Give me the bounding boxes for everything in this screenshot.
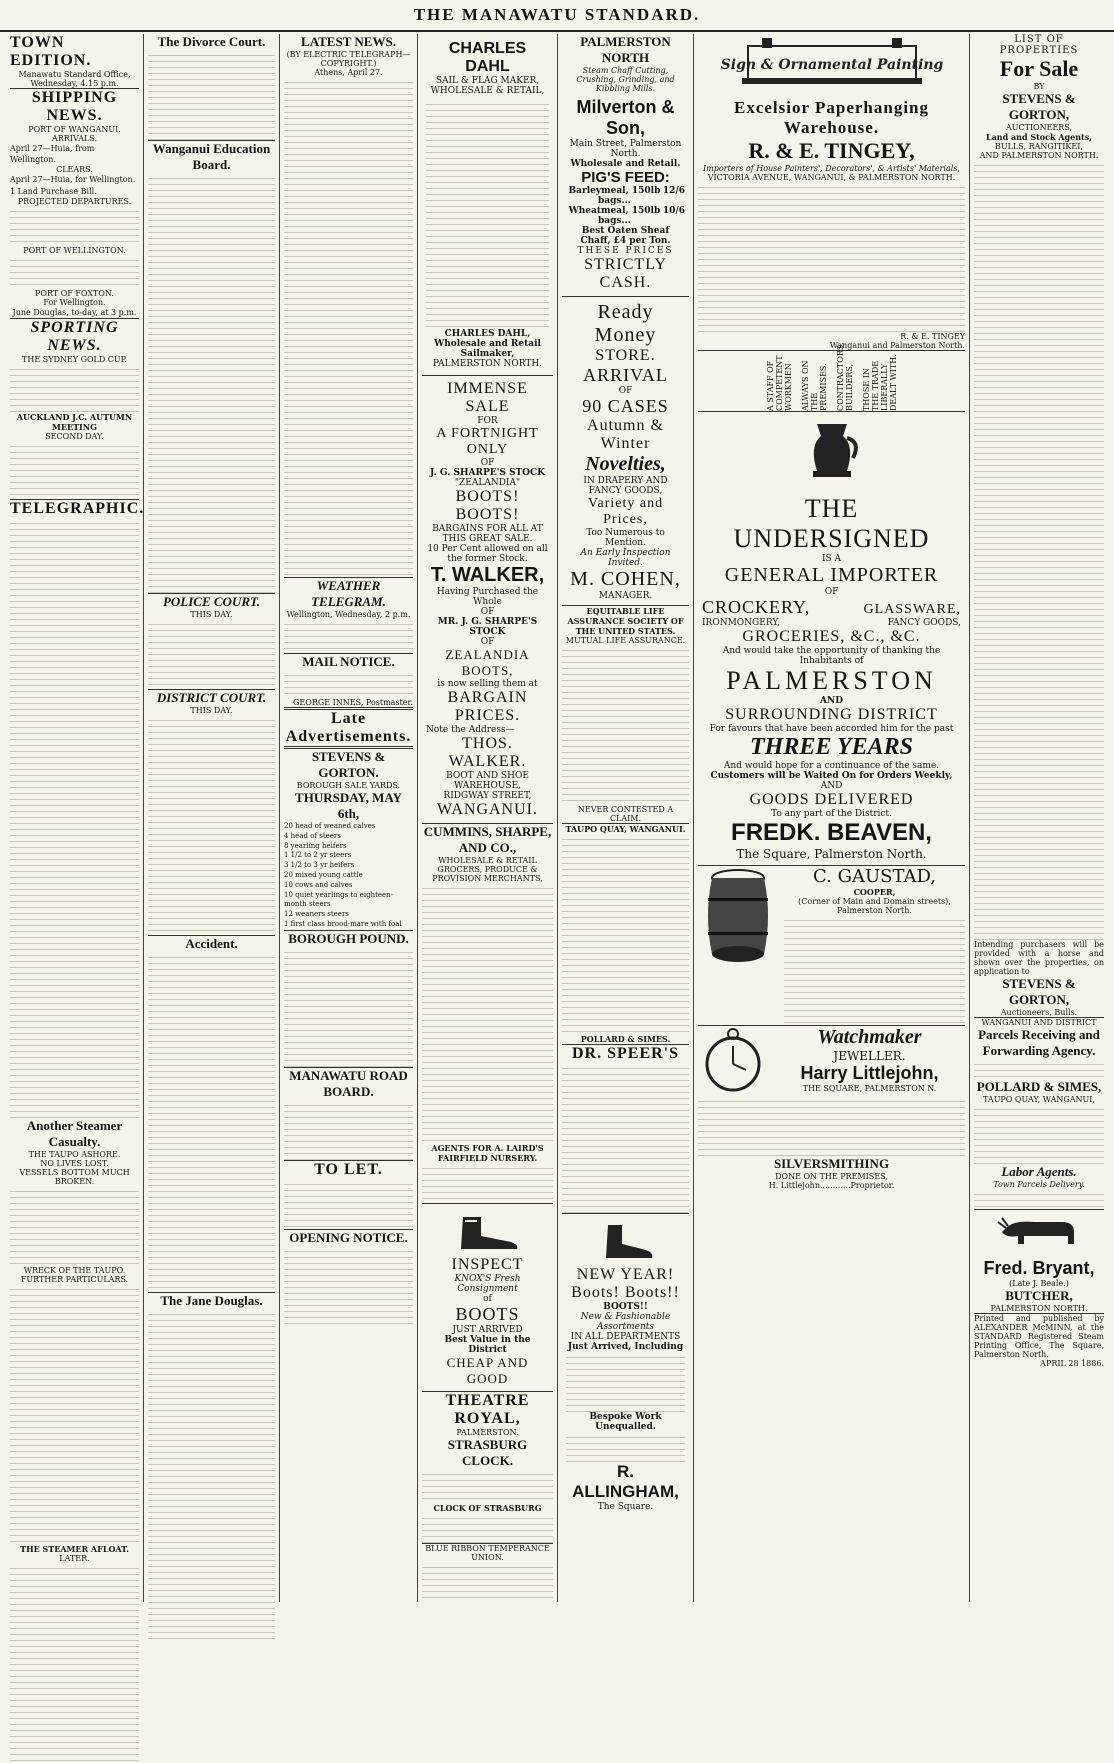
theatre-location: PALMERSTON. bbox=[456, 1428, 519, 1437]
walker-name: T. WALKER, bbox=[430, 564, 545, 586]
just-arrived-including: Just Arrived, Including bbox=[567, 1342, 684, 1352]
casualty-text bbox=[10, 1186, 139, 1266]
too-numerous: Too Numerous to Mention. bbox=[586, 528, 665, 548]
borough-pound-heading: BOROUGH POUND. bbox=[288, 930, 409, 946]
strictly-cash: STRICTLY CASH. bbox=[584, 256, 667, 291]
district-text bbox=[148, 715, 275, 935]
theatre-text bbox=[422, 1469, 553, 1503]
column-2 bbox=[144, 34, 280, 1602]
tingey-text bbox=[698, 182, 965, 332]
pollard-text bbox=[974, 1104, 1104, 1164]
sharpe-stock: J. G. SHARPE'S STOCK bbox=[430, 468, 545, 478]
best-value: Best Value in the District bbox=[444, 1335, 531, 1355]
latest-text bbox=[284, 77, 413, 577]
gaustad-body bbox=[784, 915, 965, 1025]
goods-row-2 bbox=[702, 618, 961, 628]
is-a: IS A bbox=[821, 554, 842, 564]
strasburg-clock-2: CLOCK OF STRASBURG bbox=[433, 1503, 542, 1513]
sale-item: 3 1/2 to 3 yr heifers bbox=[284, 861, 355, 870]
fashionable: New & Fashionable Assortments bbox=[580, 1312, 671, 1332]
ridgway: RIDGWAY STREET, bbox=[443, 791, 532, 801]
cooper-label: COOPER, bbox=[853, 887, 896, 897]
column-7 bbox=[970, 34, 1108, 1602]
cummins-heading: CUMMINS, SHARPE, AND CO., bbox=[423, 824, 552, 855]
bargain-prices: BARGAIN PRICES. bbox=[447, 689, 528, 724]
arrival-label: ARRIVAL bbox=[583, 365, 668, 385]
general-importer: GENERAL IMPORTER bbox=[724, 564, 939, 586]
milverton-sub: Main Street, Palmerston North. bbox=[569, 139, 682, 159]
ox-illustration-icon bbox=[994, 1214, 1084, 1254]
latest-news-heading: LATEST NEWS. bbox=[301, 34, 396, 49]
variety-prices: Variety and Prices, bbox=[587, 496, 664, 527]
cummins-sub: WHOLESALE & RETAIL GROCERS, PRODUCE & PROVISION MERCHANTS, bbox=[432, 856, 543, 883]
zealandia: "ZEALANDIA" bbox=[454, 478, 521, 488]
warehouse-heading: Excelsior Paperhanging Warehouse. bbox=[734, 98, 929, 137]
pound-text bbox=[284, 947, 413, 1067]
wanganui-label: WANGANUI. bbox=[437, 801, 538, 818]
date-line: Wednesday, 4.15 p.m. bbox=[30, 79, 119, 88]
divorce-text bbox=[148, 50, 275, 140]
taupo-quay: TAUPO QUAY, WANGANUI. bbox=[565, 824, 686, 834]
opening-notice-heading: OPENING NOTICE. bbox=[289, 1229, 408, 1245]
jeweller: JEWELLER. bbox=[833, 1049, 906, 1063]
knox-of: of bbox=[483, 1294, 492, 1304]
town-edition-title: TOWN EDITION. bbox=[10, 34, 92, 69]
clear-1: April 27—Huia, for Wellington. 1 Land Purchase Bill. bbox=[10, 175, 136, 196]
road-board-heading: MANAWATU ROAD BOARD. bbox=[289, 1067, 408, 1099]
district-court-heading: DISTRICT COURT. bbox=[156, 690, 267, 705]
printed-by: Printed and published by ALEXANDER McMINN, at the STANDARD Registered Steam Printing Office, The Square, Palmerston North. bbox=[974, 1314, 1104, 1359]
the-label: THE bbox=[804, 494, 859, 523]
cohen-name: M. COHEN, bbox=[570, 568, 681, 590]
equitable-text bbox=[562, 645, 689, 805]
milverton-ad bbox=[562, 93, 689, 296]
vertical-text-4: THOSE IN THE TRADE LIBERALLY DEALT WITH. bbox=[861, 354, 898, 411]
auckland-meeting: AUCKLAND J.C. AUTUMN MEETING bbox=[16, 411, 133, 432]
selling-line: is now selling them at bbox=[437, 679, 538, 689]
departures-label: PROJECTED DEPARTURES. bbox=[17, 196, 132, 206]
undersigned: UNDERSIGNED bbox=[733, 524, 930, 553]
boot-shoe: BOOT AND SHOE WAREHOUSE, bbox=[446, 771, 529, 791]
discount: 10 Per Cent allowed on all the former Stock. bbox=[427, 544, 548, 564]
price-label: Wheatmeal, 150lb bags... bbox=[568, 206, 661, 226]
watch-illustration-icon bbox=[698, 1026, 768, 1096]
dahl-location: PALMERSTON NORTH. bbox=[432, 359, 543, 369]
police-day: THIS DAY. bbox=[190, 610, 233, 619]
ready-money: Ready Money bbox=[594, 301, 657, 346]
foxton-departure: For Wellington. bbox=[43, 297, 106, 307]
littlejohn-name: Harry Littlejohn, bbox=[800, 1063, 939, 1083]
sale-item: 12 weaners steers bbox=[284, 910, 349, 919]
column-1 bbox=[6, 34, 144, 1602]
knox-ad bbox=[422, 1204, 553, 1391]
watchmaker-text bbox=[774, 1026, 965, 1096]
laird-agents: AGENTS FOR A. LAIRD'S FAIRFIELD NURSERY. bbox=[431, 1143, 544, 1163]
ready-money-ad bbox=[562, 297, 689, 605]
bryant-name: Fred. Bryant, bbox=[983, 1258, 1095, 1278]
sg-sub: Auctioneers, Bulls. bbox=[1000, 1008, 1078, 1017]
sale-item: 1 first class brood-mare with foal bbox=[284, 919, 402, 928]
and-label: AND bbox=[819, 696, 843, 706]
tingey-address: VICTORIA AVENUE, WANGANUI, & PALMERSTON NORTH. bbox=[707, 173, 956, 182]
sale-item: 20 head of weaned calves bbox=[284, 822, 376, 830]
boots-caps: BOOTS!! bbox=[603, 1302, 648, 1312]
gaustad-text bbox=[784, 866, 965, 1025]
walker-stock: MR. J. G. SHARPE'S STOCK bbox=[437, 617, 538, 637]
allingham-square: The Square. bbox=[597, 1502, 654, 1512]
speer-heading: DR. SPEER'S bbox=[571, 1045, 680, 1062]
to-let-heading: TO LET. bbox=[314, 1160, 383, 1178]
port-wellington: PORT OF WELLINGTON. bbox=[23, 245, 126, 255]
proprietor: H. Littlejohn............Proprietor. bbox=[768, 1181, 895, 1190]
surrounding-district: SURROUNDING DISTRICT bbox=[725, 706, 938, 723]
bargains: BARGAINS FOR ALL AT THIS GREAT SALE. bbox=[432, 524, 543, 544]
weather-heading: WEATHER TELEGRAM. bbox=[311, 578, 386, 609]
boot-illustration-icon bbox=[596, 1222, 656, 1262]
price-label: Barleymeal, 150lb bags... bbox=[568, 186, 661, 206]
store-label: STORE. bbox=[595, 347, 656, 364]
milverton-name: Milverton & Son, bbox=[576, 97, 675, 138]
jug-illustration-icon bbox=[797, 416, 867, 486]
bespoke: Bespoke Work Unequalled. bbox=[589, 1412, 662, 1432]
dahl-name: CHARLES DAHL bbox=[448, 40, 527, 75]
sporting-text bbox=[10, 364, 139, 412]
equitable-heading: EQUITABLE LIFE ASSURANCE SOCIETY OF THE UNITED STATES. bbox=[567, 606, 684, 636]
jane-douglas-heading: The Jane Douglas. bbox=[160, 1293, 263, 1308]
goods-delivered: GOODS DELIVERED bbox=[749, 791, 914, 808]
barrel-illustration-icon bbox=[698, 866, 778, 966]
never-contested: NEVER CONTESTED A CLAIM. bbox=[577, 805, 674, 823]
vertical-text-3: CONTRACTORS, BUILDERS, bbox=[835, 342, 854, 411]
pigs-feed: PIG'S FEED: bbox=[581, 169, 670, 186]
gaustad-ad bbox=[698, 866, 965, 1025]
theatre-royal: THEATRE ROYAL, bbox=[445, 1392, 530, 1427]
of-label: OF bbox=[824, 587, 839, 597]
cheap-good: CHEAP AND GOOD bbox=[446, 1355, 529, 1386]
stevens-gorton: STEVENS & GORTON, bbox=[1002, 91, 1076, 122]
cohen-manager: MANAGER. bbox=[598, 591, 653, 601]
office-line: Manawatu Standard Office, bbox=[18, 70, 131, 79]
note-address: Note the Address— bbox=[426, 725, 515, 735]
premises: DONE ON THE PREMISES, bbox=[775, 1172, 888, 1181]
palmerston-north-heading: PALMERSTON NORTH bbox=[580, 34, 671, 65]
jane-douglas-text bbox=[148, 1309, 275, 1639]
issue-date: APRIL 28 1886. bbox=[1040, 1359, 1104, 1368]
any-part: To any part of the District. bbox=[771, 809, 892, 819]
telegraphic-text bbox=[10, 518, 139, 1118]
postmaster: GEORGE INNES, Postmaster. bbox=[293, 698, 413, 707]
masthead: THE MANAWATU STANDARD. bbox=[0, 0, 1114, 32]
pollard-simes: POLLARD & SIMES, bbox=[976, 1079, 1102, 1094]
price-value: 10/6 bbox=[662, 206, 685, 216]
newspaper-page bbox=[6, 34, 1108, 1602]
parcels-agency: Parcels Receiving and Forwarding Agency. bbox=[978, 1027, 1100, 1058]
bryant-sub: (Late J. Beale.) bbox=[1009, 1279, 1069, 1288]
board-text bbox=[148, 173, 275, 593]
bespoke-text bbox=[566, 1432, 685, 1462]
road-board-text bbox=[284, 1100, 413, 1160]
for-sale: For Sale bbox=[999, 56, 1079, 81]
price-row-barley bbox=[566, 186, 685, 206]
groceries: GROCERIES, &C., &C. bbox=[742, 628, 921, 645]
racing-text bbox=[10, 441, 139, 499]
vertical-text-1: A STAFF OF COMPETENT WORKMEN bbox=[765, 355, 793, 411]
dahl-sub2: WHOLESALE & RETAIL, bbox=[430, 86, 545, 96]
intending: Intending purchasers will be provided with a horse and shown over the properties, on application to bbox=[974, 940, 1104, 976]
agents-text bbox=[422, 1163, 553, 1203]
all-departments: IN ALL DEPARTMENTS bbox=[570, 1332, 681, 1342]
sydney-cup: THE SYDNEY GOLD CUP. bbox=[22, 354, 127, 364]
to-let-text bbox=[284, 1179, 413, 1229]
tingey-sign: R. & E. TINGEY bbox=[900, 332, 965, 341]
properties-text bbox=[974, 160, 1104, 940]
parcels-text bbox=[974, 1059, 1104, 1079]
goods-row-1 bbox=[702, 597, 961, 618]
taupo-quay: TAUPO QUAY, WANGANUI, bbox=[983, 1095, 1095, 1104]
zealandia-boots: ZEALANDIA BOOTS, bbox=[445, 647, 530, 678]
walker-sub: Having Purchased the Whole bbox=[436, 587, 539, 607]
watchmaker: Watchmaker bbox=[817, 1026, 922, 1048]
drapery: IN DRAPERY AND FANCY GOODS, bbox=[583, 476, 668, 496]
customers-weekly: Customers will be Waited On for Orders Weekly, bbox=[710, 771, 953, 781]
latest-sub: (BY ELECTRIC TELEGRAPH—COPYRIGHT.) bbox=[286, 50, 411, 68]
silversmithing: SILVERSMITHING bbox=[773, 1156, 890, 1171]
borough-yards: BOROUGH SALE YARDS. bbox=[296, 781, 401, 790]
cases-label: 90 CASES bbox=[582, 396, 669, 416]
column-6 bbox=[694, 34, 970, 1602]
palmerston: PALMERSTON bbox=[726, 666, 937, 695]
pollard-simes: POLLARD & SIMES. bbox=[580, 1034, 671, 1044]
price-row-wheat bbox=[566, 206, 685, 226]
for-label: FOR bbox=[477, 416, 498, 426]
just-arrived: JUST ARRIVED bbox=[452, 1325, 523, 1335]
autumn-winter: Autumn & Winter bbox=[587, 417, 664, 452]
wholesale-retail: Wholesale and Retail. bbox=[570, 159, 681, 169]
pollard-text bbox=[562, 834, 689, 1034]
auctioneers: AUCTIONEERS, bbox=[1005, 123, 1073, 132]
butcher: BUTCHER, bbox=[1005, 1288, 1073, 1303]
dahl-tag: CHARLES DAHL, Wholesale and Retail Sailmaker, bbox=[434, 329, 541, 359]
immense-sale-ad bbox=[422, 376, 553, 823]
list-properties: LIST OF PROPERTIES bbox=[999, 34, 1079, 56]
police-text bbox=[148, 619, 275, 689]
knox-boots: BOOTS bbox=[455, 1304, 520, 1324]
butcher-location: PALMERSTON NORTH. bbox=[990, 1304, 1088, 1313]
signboard-illustration-icon bbox=[720, 38, 943, 94]
steamer-afloat: THE STEAMER AFLOAT. bbox=[20, 1543, 129, 1554]
arrival-of: OF bbox=[618, 386, 633, 396]
dahl-sub: SAIL & FLAG MAKER, bbox=[435, 76, 540, 86]
port-foxton: PORT OF FOXTON. bbox=[35, 288, 114, 298]
ironmongery: IRONMONGERY, bbox=[702, 618, 780, 628]
sale-item: 10 quiet yearlings to eighteen-month steers bbox=[284, 890, 394, 909]
sale-items bbox=[284, 822, 413, 930]
littlejohn-location: THE SQUARE, PALMERSTON N. bbox=[802, 1084, 937, 1093]
chaff-mills: Steam Chaff Cutting, Crushing, Grinding, and Kibbling Mills. bbox=[576, 66, 675, 93]
sale-item: 4 head of steers bbox=[284, 831, 341, 840]
dahl-ad bbox=[422, 36, 553, 373]
tingey-name: R. & E. TINGEY, bbox=[748, 138, 915, 163]
port-wanganui: PORT OF WANGANUI. bbox=[28, 125, 121, 134]
weather-sub: Wellington, Wednesday, 2 p.m. bbox=[286, 610, 411, 619]
dahl-text bbox=[426, 99, 549, 329]
sale-item: 20 mixed young cattle bbox=[284, 870, 363, 879]
of-label: OF bbox=[480, 458, 495, 468]
blue-ribbon-text bbox=[422, 1562, 553, 1602]
continuance: And would hope for a continuance of the same. bbox=[723, 761, 940, 771]
tingey-body bbox=[698, 182, 965, 332]
district-day: THIS DAY. bbox=[190, 706, 233, 715]
further-particulars: FURTHER PARTICULARS. bbox=[20, 1274, 129, 1284]
stevens-gorton: STEVENS & GORTON. bbox=[311, 749, 386, 780]
mutual-life: MUTUAL LIFE ASSURANCE. bbox=[565, 636, 686, 645]
divorce-court-heading: The Divorce Court. bbox=[157, 34, 266, 49]
shipping-text bbox=[10, 206, 139, 246]
early-inspection: An Early Inspection Invited. bbox=[580, 548, 671, 568]
no-lives-lost: NO LIVES LOST. bbox=[40, 1158, 109, 1168]
thos-walker: THOS. WALKER. bbox=[448, 735, 527, 770]
wreck-text bbox=[10, 1284, 139, 1544]
boot-illustration-icon bbox=[453, 1212, 523, 1252]
new-year: NEW YEAR! bbox=[576, 1266, 675, 1283]
thanks-line: And would take the opportunity of thanking the Inhabitants of bbox=[722, 646, 941, 666]
sale-item: 8 yearling heifers bbox=[284, 841, 347, 850]
clears-label: CLEARS. bbox=[56, 165, 93, 175]
second-day: SECOND DAY. bbox=[45, 431, 104, 441]
land-stock: Land and Stock Agents, bbox=[985, 132, 1093, 142]
beaven-name: FREDK. BEAVEN, bbox=[731, 819, 932, 846]
wellington-text bbox=[10, 255, 139, 289]
watchmaker-body bbox=[698, 1096, 965, 1156]
later-label: LATER. bbox=[59, 1553, 90, 1563]
bulls: BULLS, RANGITIKEI, bbox=[995, 142, 1083, 151]
beaven-ad bbox=[698, 490, 965, 865]
price-value: 12/6 bbox=[662, 186, 685, 196]
afloat-text bbox=[10, 1563, 139, 1763]
column-3 bbox=[280, 34, 418, 1602]
oaten-chaff: Best Oaten Sheaf Chaff, £4 per Ton. bbox=[580, 226, 671, 246]
strasburg-clock: STRASBURG CLOCK. bbox=[447, 1437, 528, 1468]
telegraphic-heading: TELEGRAPHIC. bbox=[10, 499, 145, 517]
glassware: GLASSWARE, bbox=[863, 602, 961, 617]
new-year-ad bbox=[562, 1214, 689, 1516]
arrivals-label: ARRIVALS. bbox=[51, 134, 98, 143]
wanganui-board-heading: Wanganui Education Board. bbox=[152, 141, 271, 172]
column-5 bbox=[558, 34, 694, 1602]
gaustad-name: C. GAUSTAD, bbox=[813, 866, 936, 887]
cooper-address: (Corner of Main and Domain streets), Palmerston North. bbox=[798, 897, 951, 915]
police-court-heading: POLICE COURT. bbox=[162, 594, 261, 609]
boots-boots: Boots! Boots!! bbox=[571, 1284, 680, 1301]
watchmaker-ad bbox=[698, 1026, 965, 1096]
sign-text: Sign & Ornamental Painting bbox=[720, 57, 943, 73]
mail-notice-heading: MAIL NOTICE. bbox=[302, 654, 395, 669]
accident-text bbox=[148, 952, 275, 1292]
athens-dateline: Athens, April 27. bbox=[314, 68, 383, 77]
tingey-location: Wanganui and Palmerston North. bbox=[829, 341, 965, 350]
labor-agents: Labor Agents. bbox=[1001, 1164, 1077, 1179]
late-ads-heading: Late Advertisements. bbox=[285, 710, 412, 745]
favours-line: For favours that have been accorded him for the past bbox=[709, 724, 954, 734]
taupo-ashore: THE TAUPO ASHORE. bbox=[28, 1149, 121, 1159]
sale-item: 1 1/2 to 2 yr steers bbox=[284, 851, 352, 860]
foxton-date: June Douglas, to-day, at 3 p.m. bbox=[12, 307, 137, 317]
and-goods: AND bbox=[820, 781, 843, 791]
theatre-text-2 bbox=[422, 1513, 553, 1543]
knox-consignment: KNOX'S Fresh Consignment bbox=[454, 1274, 521, 1294]
novelties: Novelties, bbox=[585, 453, 666, 475]
column-4 bbox=[418, 34, 558, 1602]
mail-text bbox=[284, 670, 413, 698]
inspect-label: INSPECT bbox=[451, 1256, 524, 1273]
cummins-text bbox=[422, 883, 553, 1143]
sale-date: THURSDAY, MAY 6th, bbox=[295, 790, 402, 821]
vertical-text-2: ALWAYS ON THE PREMISES. bbox=[800, 360, 828, 411]
shipping-news-heading: SHIPPING NEWS. bbox=[31, 89, 118, 124]
speer-text bbox=[562, 1063, 689, 1213]
walker-of2: OF bbox=[480, 637, 495, 647]
immense-sale: IMMENSE SALE bbox=[447, 380, 528, 415]
walker-of: OF bbox=[480, 607, 495, 617]
town-parcels: Town Parcels Delivery. bbox=[993, 1180, 1085, 1189]
tingey-sub: Importers of House Painters', Decorators', & Artists' Materials, bbox=[702, 164, 960, 173]
vessels-broken: VESSELS BOTTOM MUCH BROKEN. bbox=[19, 1167, 130, 1186]
parcels-head: WANGANUI AND DISTRICT bbox=[981, 1018, 1097, 1027]
these-prices: THESE PRICES bbox=[577, 246, 674, 256]
boots-text bbox=[566, 1352, 685, 1412]
wreck-taupo: WRECK OF THE TAUPO. bbox=[23, 1265, 126, 1275]
accident-heading: Accident. bbox=[185, 936, 238, 951]
blue-ribbon: BLUE RIBBON TEMPERANCE UNION. bbox=[425, 1544, 550, 1562]
delivery-text bbox=[974, 1189, 1104, 1209]
fortnight-only: A FORTNIGHT ONLY bbox=[436, 426, 539, 457]
sale-item: 10 cows and calves bbox=[284, 880, 353, 889]
fancy-goods: FANCY GOODS, bbox=[887, 618, 961, 628]
allingham-name: R. ALLINGHAM, bbox=[572, 1462, 679, 1501]
by-label: BY bbox=[1033, 82, 1045, 91]
boots-boots: BOOTS! BOOTS! bbox=[455, 488, 520, 523]
and-palmerston: AND PALMERSTON NORTH. bbox=[979, 151, 1099, 160]
weather-text bbox=[284, 619, 413, 653]
steamer-casualty-heading: Another Steamer Casualty. bbox=[26, 1117, 123, 1149]
arrival-1: April 27—Huia, from Wellington. bbox=[10, 144, 95, 165]
three-years: THREE YEARS bbox=[750, 734, 913, 760]
crockery: CROCKERY, bbox=[702, 597, 811, 617]
opening-text bbox=[284, 1246, 413, 1326]
sg-sign: STEVENS & GORTON, bbox=[1002, 976, 1076, 1007]
beaven-location: The Square, Palmerston North. bbox=[736, 847, 927, 861]
sporting-news-heading: SPORTING NEWS. bbox=[30, 318, 119, 354]
